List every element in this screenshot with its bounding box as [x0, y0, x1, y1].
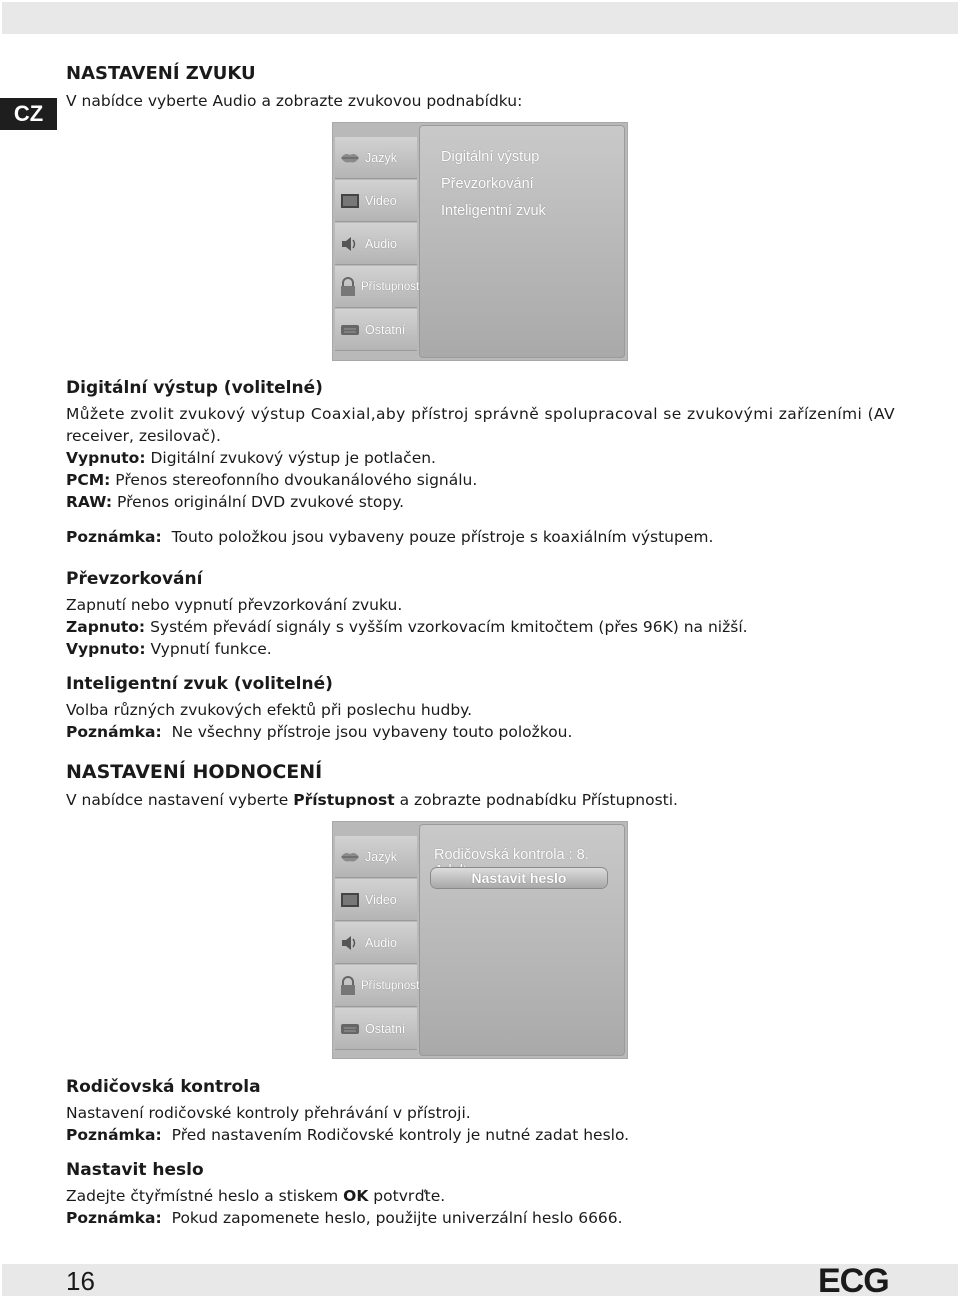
lips-icon	[339, 147, 361, 169]
lips-icon	[339, 846, 361, 868]
page-number: 16	[66, 1266, 95, 1296]
padlock-icon	[339, 276, 357, 298]
resample-off: Vypnuto: Vypnutí funkce.	[66, 640, 272, 658]
menu-panel	[419, 125, 625, 358]
digital-title: Digitální výstup (volitelné)	[66, 378, 323, 398]
digital-desc-1: Můžete zvolit zvukový výstup Coaxial,aby přístroj správně spolupracoval se zvukovými zařízeními (AV	[66, 405, 896, 423]
menu-item-resample[interactable]: Převzorkování	[441, 176, 534, 192]
menu-item-digital-output[interactable]: Digitální výstup	[441, 149, 540, 165]
access-setup-menu	[333, 822, 627, 1058]
smart-desc: Volba různých zvukových efektů při poslechu hudby.	[66, 701, 473, 719]
section-title-rating: NASTAVENÍ HODNOCENÍ	[66, 761, 323, 783]
keyboard-icon	[339, 1018, 361, 1040]
monitor-icon	[339, 190, 361, 212]
language-tab: CZ	[0, 98, 57, 130]
ecg-logo: ECG	[818, 1262, 889, 1300]
resample-title: Převzorkování	[66, 569, 203, 589]
menu-item-smart-sound[interactable]: Inteligentní zvuk	[441, 203, 546, 219]
resample-on: Zapnuto: Systém převádí signály s vyšším vzorkovacím kmitočtem (přes 96K) na nižší.	[66, 618, 748, 636]
monitor-icon	[339, 889, 361, 911]
sidebar-item-language[interactable]: Jazyk	[335, 137, 417, 179]
parental-title: Rodičovská kontrola	[66, 1077, 261, 1097]
sidebar-item-audio[interactable]: Audio	[335, 223, 417, 265]
digital-desc-2: receiver, zesilovač).	[66, 427, 221, 445]
menu-sidebar	[333, 123, 418, 360]
keyboard-icon	[339, 319, 361, 341]
digital-pcm: PCM: Přenos stereofonního dvoukanálového signálu.	[66, 471, 478, 489]
digital-off: Vypnuto: Digitální zvukový výstup je potlačen.	[66, 449, 436, 467]
section-intro-rating: V nabídce nastavení vyberte Přístupnost a zobrazte podnabídku Přístupnosti.	[66, 791, 678, 809]
digital-raw: RAW: Přenos originální DVD zvukové stopy.	[66, 493, 405, 511]
top-band	[2, 2, 958, 34]
smart-title: Inteligentní zvuk (volitelné)	[66, 674, 333, 694]
sidebar-item-access[interactable]: Přístupnost	[335, 266, 417, 308]
resample-desc: Zapnutí nebo vypnutí převzorkování zvuku.	[66, 596, 403, 614]
sidebar-item-audio[interactable]: Audio	[335, 922, 417, 964]
digital-note: Poznámka: Touto položkou jsou vybaveny pouze přístroje s koaxiálním výstupem.	[66, 528, 714, 546]
sidebar-item-video[interactable]: Video	[335, 879, 417, 921]
sidebar-item-access[interactable]: Přístupnost	[335, 965, 417, 1007]
padlock-icon	[339, 975, 357, 997]
menu-item-parental[interactable]: Rodičovská kontrola : 8.	[434, 847, 589, 863]
sidebar-item-language[interactable]: Jazyk	[335, 836, 417, 878]
smart-note: Poznámka: Ne všechny přístroje jsou vybaveny touto položkou.	[66, 723, 573, 741]
sidebar-item-other[interactable]: Ostatní	[335, 309, 417, 351]
bottom-band	[2, 1264, 958, 1296]
speaker-icon	[339, 932, 361, 954]
sidebar-item-other[interactable]: Ostatní	[335, 1008, 417, 1050]
parental-note: Poznámka: Před nastavením Rodičovské kontroly je nutné zadat heslo.	[66, 1126, 630, 1144]
section-intro-sound: V nabídce vyberte Audio a zobrazte zvukovou podnabídku:	[66, 92, 523, 110]
menu-sidebar	[333, 822, 418, 1058]
password-note: Poznámka: Pokud zapomenete heslo, použijte univerzální heslo 6666.	[66, 1209, 623, 1227]
sidebar-item-video[interactable]: Video	[335, 180, 417, 222]
parental-desc: Nastavení rodičovské kontroly přehrávání v přístroji.	[66, 1104, 471, 1122]
speaker-icon	[339, 233, 361, 255]
set-password-button[interactable]: Nastavit heslo	[431, 868, 607, 888]
password-title: Nastavit heslo	[66, 1160, 204, 1180]
section-title-sound: NASTAVENÍ ZVUKU	[66, 63, 256, 84]
password-desc: Zadejte čtyřmístné heslo a stiskem OK potvrďte.	[66, 1187, 446, 1205]
menu-panel	[419, 824, 625, 1056]
audio-setup-menu	[333, 123, 627, 360]
